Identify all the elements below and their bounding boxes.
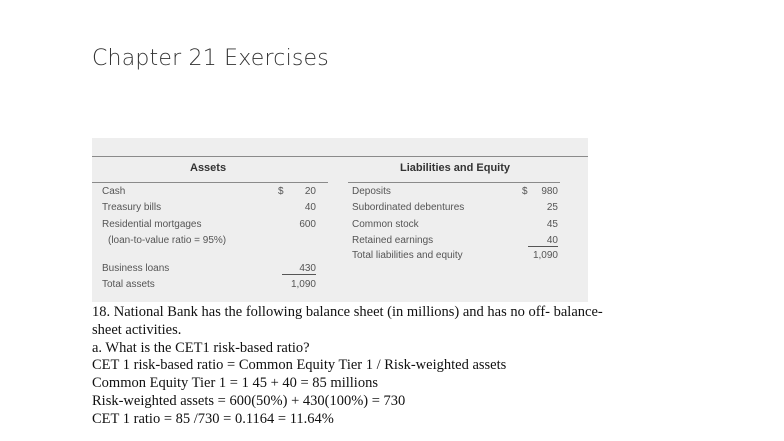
liability-label: Deposits [352, 186, 391, 197]
exercise-question-line: 18. National Bank has the following balance sheet (in millions) and has no off- balance- [92, 304, 603, 320]
slide-title: Chapter 21 Exercises [92, 46, 329, 71]
exercise-answer-line: Risk-weighted assets = 600(50%) + 430(100%) = 730 [92, 392, 406, 409]
asset-value: 600 [299, 219, 316, 230]
exercise-subquestion: a. What is the CET1 risk-based ratio? [92, 339, 310, 356]
assets-header: Assets [190, 162, 227, 174]
asset-currency: $ [278, 186, 284, 197]
asset-label: Business loans [102, 263, 170, 274]
liability-label: Retained earnings [352, 235, 434, 246]
exercise-answer-line: CET 1 risk-based ratio = Common Equity Tier 1 / Risk-weighted assets [92, 357, 507, 374]
exercise-text [92, 304, 682, 429]
liability-label: Subordinated debentures [352, 202, 465, 213]
liabilities-header: Liabilities and Equity [400, 162, 511, 174]
exercise-answer-line: CET 1 ratio = 85 /730 = 0.1164 = 11.64% [92, 410, 334, 427]
liability-total-label: Total liabilities and equity [352, 250, 463, 261]
exercise-answer-line: Common Equity Tier 1 = 1 45 + 40 = 85 millions [92, 375, 378, 392]
liability-currency: $ [522, 186, 528, 197]
asset-total-value: 1,090 [290, 279, 316, 290]
exercise-question-line: sheet activities. [92, 321, 182, 338]
liability-value: 25 [546, 202, 558, 213]
asset-value: 40 [304, 202, 316, 213]
asset-value: 430 [282, 263, 316, 275]
balance-sheet-image [92, 138, 588, 302]
asset-total-label: Total assets [102, 279, 155, 290]
liability-value: 40 [528, 235, 558, 247]
top-rule [92, 156, 588, 157]
liability-value: 980 [541, 186, 558, 197]
liability-total-value: 1,090 [532, 250, 558, 261]
asset-label: Treasury bills [102, 202, 162, 213]
asset-label: Residential mortgages [102, 219, 202, 230]
liability-label: Common stock [352, 219, 419, 230]
liability-value: 45 [546, 219, 558, 230]
assets-header-rule [92, 182, 328, 183]
asset-label: Cash [102, 186, 126, 197]
liabilities-header-rule [348, 182, 560, 183]
asset-value: 20 [304, 186, 316, 197]
asset-note: (loan-to-value ratio = 95%) [108, 235, 227, 246]
